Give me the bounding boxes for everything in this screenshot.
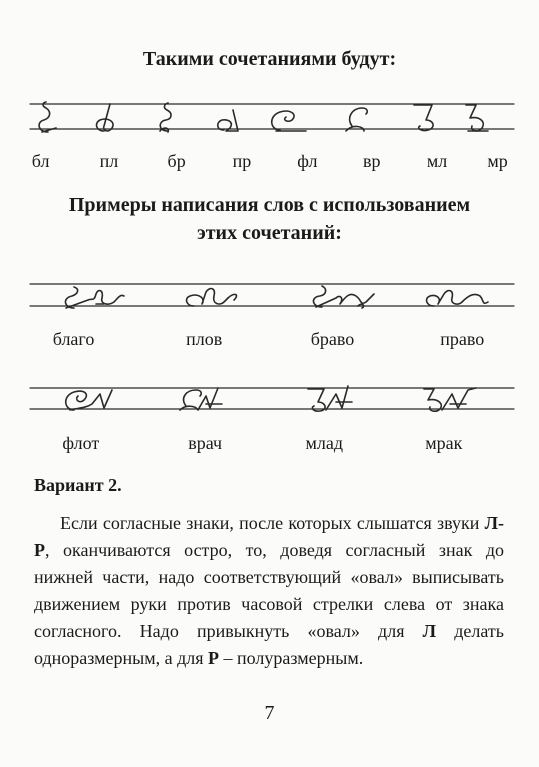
word-label: браво: [310, 329, 355, 349]
shorthand-word-bravo: [313, 286, 374, 308]
combination-label: пр: [232, 151, 252, 171]
shorthand-strip-words-row2: [30, 380, 514, 418]
shorthand-word-mrak: [424, 388, 476, 411]
shorthand-sign-mr: [466, 105, 488, 131]
body-paragraph: [34, 510, 504, 672]
word-labels-row2: [30, 432, 514, 454]
paragraph-bold: Л-Р: [34, 513, 504, 560]
shorthand-sign-fl: [272, 111, 306, 131]
paragraph-text: – полуразмерным.: [219, 648, 364, 668]
combination-label: вр: [362, 151, 381, 171]
combination-label: фл: [297, 151, 318, 171]
word-label: благо: [52, 329, 95, 349]
combination-labels: [30, 150, 514, 172]
shorthand-word-vrach: [180, 388, 222, 410]
variant-title: Вариант 2.: [34, 475, 122, 495]
shorthand-word-flot: [66, 390, 112, 410]
combinations-heading: Такими сочетаниями будут:: [142, 48, 397, 70]
shorthand-strip-combinations: [30, 98, 514, 138]
word-label: млад: [305, 433, 344, 453]
examples-heading-line1: Примеры написания слов с использованием: [68, 194, 471, 216]
word-label: плов: [186, 329, 223, 349]
shorthand-word-mlad: [308, 386, 352, 411]
word-label: флот: [62, 433, 100, 453]
paragraph-text: делать одноразмерным, а для: [34, 621, 504, 668]
examples-heading: [0, 191, 539, 247]
word-label: врач: [188, 433, 223, 453]
paragraph-text: Если согласные знаки, после которых слышатся звуки: [60, 513, 485, 533]
shorthand-sign-br: [160, 103, 171, 132]
shorthand-sign-ml: [414, 105, 433, 131]
combination-label: мл: [426, 151, 448, 171]
word-label: мрак: [425, 433, 463, 453]
shorthand-strip-words-row1: [30, 276, 514, 314]
combination-label: бл: [31, 151, 50, 171]
shorthand-sign-bl: [39, 102, 56, 132]
shorthand-sign-pl: [97, 104, 114, 131]
paragraph-bold: Р: [208, 648, 220, 668]
shorthand-word-pravo: [427, 291, 488, 306]
shorthand-sign-vr: [346, 108, 367, 131]
page-number: 7: [264, 702, 275, 724]
paragraph-text: , оканчиваются остро, то, доведя согласный знак до нижней части, надо соответствующий «овал» выписывать движением руки против часовой стрелки слева от знака согласного. Надо привыкнуть «овал» для: [34, 540, 504, 641]
word-labels-row1: [30, 328, 514, 350]
combination-label: мр: [487, 151, 508, 171]
paragraph-bold: Л: [422, 621, 437, 641]
shorthand-word-blago: [65, 287, 124, 308]
combination-label: бр: [167, 151, 186, 171]
word-label: право: [440, 329, 485, 349]
examples-heading-line2: этих сочетаний:: [197, 222, 342, 244]
combination-label: пл: [99, 151, 119, 171]
shorthand-word-plov: [187, 289, 237, 306]
shorthand-sign-pr: [218, 110, 238, 131]
